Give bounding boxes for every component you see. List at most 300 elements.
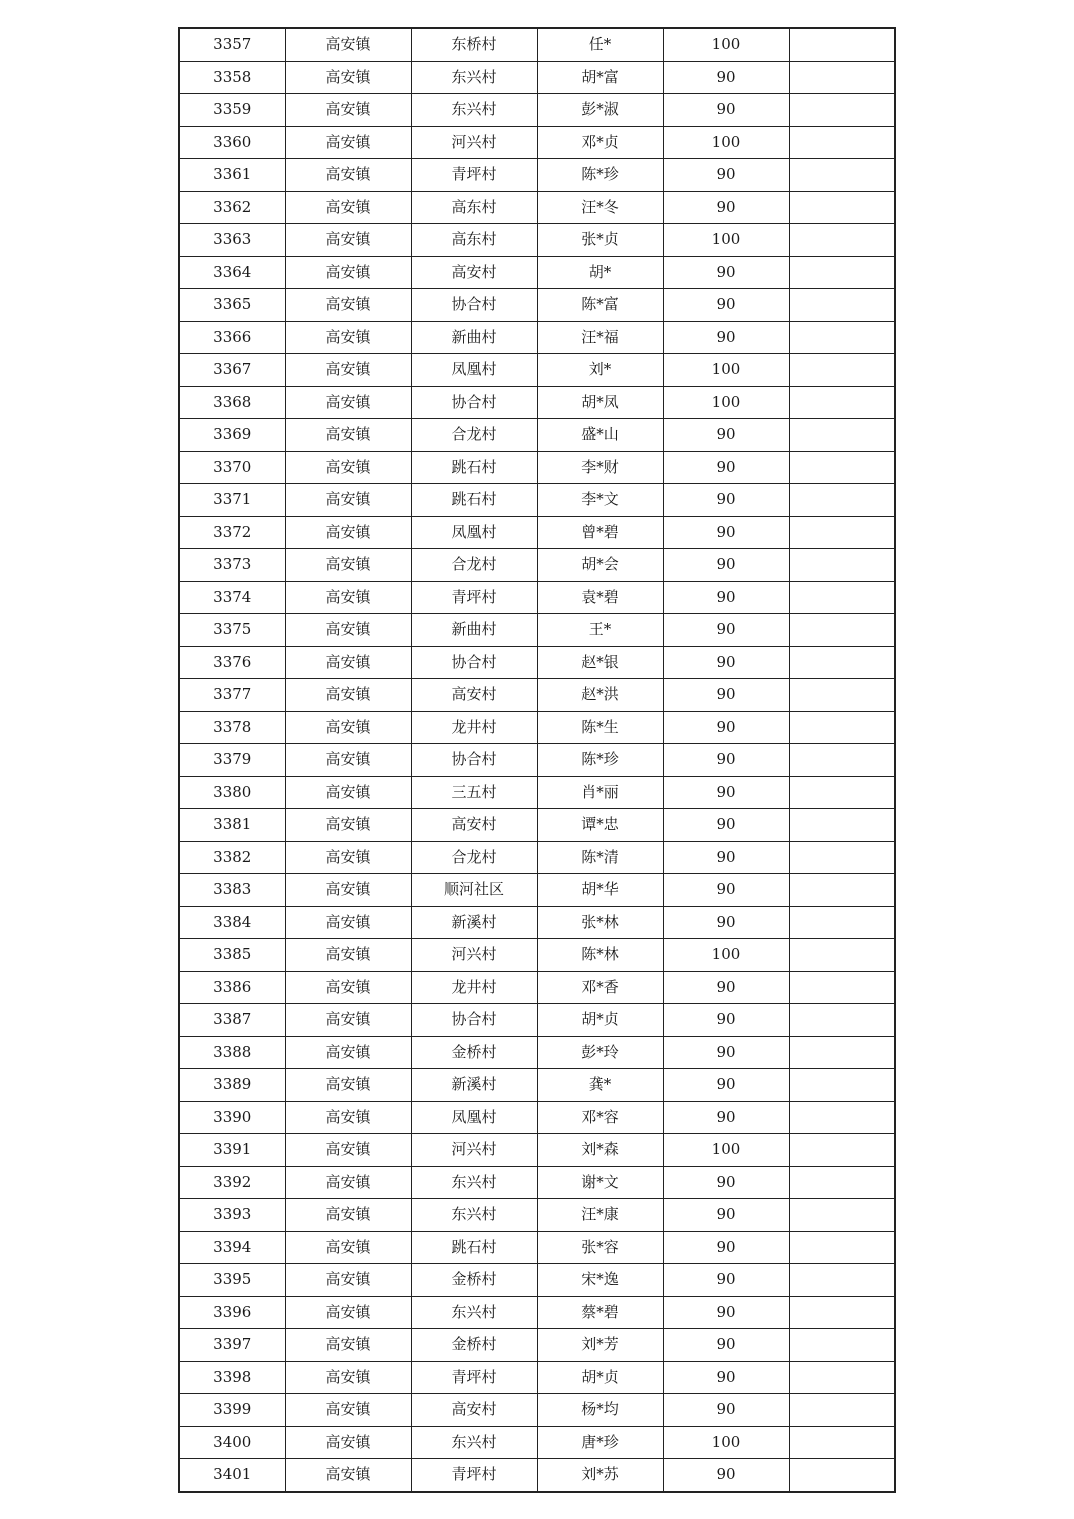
cell-note — [789, 256, 895, 289]
table-row — [179, 1264, 895, 1297]
cell-name: 谭*忠 — [537, 809, 663, 842]
cell-amount: 90 — [663, 256, 789, 289]
cell-amount: 90 — [663, 1329, 789, 1362]
cell-note — [789, 1459, 895, 1492]
roster-table — [178, 27, 896, 1493]
cell-note — [789, 224, 895, 257]
cell-town: 高安镇 — [285, 419, 411, 452]
cell-village: 青坪村 — [411, 1459, 537, 1492]
cell-name: 任* — [537, 28, 663, 61]
table-row — [179, 321, 895, 354]
cell-note — [789, 581, 895, 614]
cell-amount: 90 — [663, 1264, 789, 1297]
cell-name: 胡*会 — [537, 549, 663, 582]
cell-name: 彭*淑 — [537, 94, 663, 127]
cell-amount: 90 — [663, 549, 789, 582]
cell-amount: 90 — [663, 516, 789, 549]
cell-town: 高安镇 — [285, 906, 411, 939]
cell-town: 高安镇 — [285, 484, 411, 517]
cell-village: 青坪村 — [411, 1361, 537, 1394]
cell-amount: 90 — [663, 1459, 789, 1492]
table-row — [179, 744, 895, 777]
cell-note — [789, 159, 895, 192]
table-row — [179, 679, 895, 712]
cell-note — [789, 1101, 895, 1134]
cell-amount: 90 — [663, 61, 789, 94]
cell-name: 胡*贞 — [537, 1361, 663, 1394]
table-row — [179, 549, 895, 582]
table-row — [179, 191, 895, 224]
cell-amount: 90 — [663, 874, 789, 907]
cell-serial-number: 3390 — [179, 1101, 285, 1134]
cell-village: 东兴村 — [411, 1166, 537, 1199]
cell-serial-number: 3359 — [179, 94, 285, 127]
cell-name: 胡*华 — [537, 874, 663, 907]
cell-serial-number: 3379 — [179, 744, 285, 777]
cell-town: 高安镇 — [285, 841, 411, 874]
cell-serial-number: 3358 — [179, 61, 285, 94]
cell-amount: 90 — [663, 484, 789, 517]
cell-village: 高东村 — [411, 224, 537, 257]
cell-name: 王* — [537, 614, 663, 647]
cell-amount: 90 — [663, 711, 789, 744]
cell-town: 高安镇 — [285, 1394, 411, 1427]
cell-serial-number: 3363 — [179, 224, 285, 257]
cell-name: 刘*芳 — [537, 1329, 663, 1362]
cell-note — [789, 1004, 895, 1037]
cell-village: 新溪村 — [411, 1069, 537, 1102]
cell-town: 高安镇 — [285, 1361, 411, 1394]
cell-serial-number: 3400 — [179, 1426, 285, 1459]
table-row — [179, 1199, 895, 1232]
cell-note — [789, 321, 895, 354]
table-row — [179, 874, 895, 907]
cell-amount: 90 — [663, 1199, 789, 1232]
cell-serial-number: 3372 — [179, 516, 285, 549]
cell-town: 高安镇 — [285, 581, 411, 614]
table-row — [179, 614, 895, 647]
cell-village: 高安村 — [411, 256, 537, 289]
cell-note — [789, 939, 895, 972]
cell-amount: 90 — [663, 191, 789, 224]
cell-town: 高安镇 — [285, 1004, 411, 1037]
cell-amount: 100 — [663, 354, 789, 387]
cell-village: 合龙村 — [411, 549, 537, 582]
cell-village: 河兴村 — [411, 126, 537, 159]
cell-town: 高安镇 — [285, 874, 411, 907]
cell-amount: 100 — [663, 126, 789, 159]
cell-serial-number: 3373 — [179, 549, 285, 582]
cell-name: 宋*逸 — [537, 1264, 663, 1297]
cell-serial-number: 3366 — [179, 321, 285, 354]
cell-town: 高安镇 — [285, 776, 411, 809]
cell-village: 合龙村 — [411, 419, 537, 452]
cell-note — [789, 1134, 895, 1167]
table-row — [179, 224, 895, 257]
cell-note — [789, 1264, 895, 1297]
cell-town: 高安镇 — [285, 354, 411, 387]
cell-note — [789, 386, 895, 419]
table-row — [179, 841, 895, 874]
cell-amount: 90 — [663, 1231, 789, 1264]
cell-village: 金桥村 — [411, 1264, 537, 1297]
cell-village: 龙井村 — [411, 971, 537, 1004]
cell-village: 凤凰村 — [411, 516, 537, 549]
cell-note — [789, 1426, 895, 1459]
cell-note — [789, 354, 895, 387]
cell-note — [789, 776, 895, 809]
cell-town: 高安镇 — [285, 1329, 411, 1362]
cell-amount: 90 — [663, 1166, 789, 1199]
cell-serial-number: 3378 — [179, 711, 285, 744]
cell-town: 高安镇 — [285, 744, 411, 777]
cell-note — [789, 516, 895, 549]
cell-name: 邓*容 — [537, 1101, 663, 1134]
cell-village: 协合村 — [411, 744, 537, 777]
cell-serial-number: 3383 — [179, 874, 285, 907]
cell-note — [789, 1361, 895, 1394]
cell-serial-number: 3360 — [179, 126, 285, 159]
cell-serial-number: 3385 — [179, 939, 285, 972]
cell-amount: 90 — [663, 159, 789, 192]
table-row — [179, 1459, 895, 1492]
cell-town: 高安镇 — [285, 126, 411, 159]
cell-town: 高安镇 — [285, 939, 411, 972]
cell-serial-number: 3391 — [179, 1134, 285, 1167]
cell-amount: 90 — [663, 94, 789, 127]
cell-serial-number: 3398 — [179, 1361, 285, 1394]
table-row — [179, 809, 895, 842]
cell-amount: 90 — [663, 614, 789, 647]
cell-name: 邓*香 — [537, 971, 663, 1004]
cell-village: 顺河社区 — [411, 874, 537, 907]
cell-village: 青坪村 — [411, 159, 537, 192]
cell-town: 高安镇 — [285, 451, 411, 484]
cell-village: 东兴村 — [411, 1199, 537, 1232]
cell-town: 高安镇 — [285, 711, 411, 744]
cell-town: 高安镇 — [285, 1459, 411, 1492]
cell-amount: 100 — [663, 1134, 789, 1167]
cell-serial-number: 3377 — [179, 679, 285, 712]
cell-name: 肖*丽 — [537, 776, 663, 809]
cell-town: 高安镇 — [285, 516, 411, 549]
table-row — [179, 1134, 895, 1167]
cell-serial-number: 3386 — [179, 971, 285, 1004]
table-row — [179, 939, 895, 972]
cell-note — [789, 906, 895, 939]
cell-serial-number: 3401 — [179, 1459, 285, 1492]
cell-name: 胡* — [537, 256, 663, 289]
cell-amount: 90 — [663, 1004, 789, 1037]
table-row — [179, 1166, 895, 1199]
table-row — [179, 126, 895, 159]
cell-town: 高安镇 — [285, 646, 411, 679]
cell-name: 邓*贞 — [537, 126, 663, 159]
table-row — [179, 386, 895, 419]
cell-note — [789, 1394, 895, 1427]
cell-serial-number: 3399 — [179, 1394, 285, 1427]
cell-amount: 100 — [663, 1426, 789, 1459]
cell-serial-number: 3393 — [179, 1199, 285, 1232]
cell-amount: 90 — [663, 679, 789, 712]
cell-serial-number: 3397 — [179, 1329, 285, 1362]
cell-name: 陈*珍 — [537, 159, 663, 192]
cell-note — [789, 1036, 895, 1069]
cell-name: 陈*清 — [537, 841, 663, 874]
table-row — [179, 1394, 895, 1427]
cell-note — [789, 646, 895, 679]
cell-town: 高安镇 — [285, 971, 411, 1004]
table-row — [179, 776, 895, 809]
cell-note — [789, 289, 895, 322]
cell-name: 汪*冬 — [537, 191, 663, 224]
cell-name: 杨*均 — [537, 1394, 663, 1427]
cell-serial-number: 3362 — [179, 191, 285, 224]
cell-town: 高安镇 — [285, 289, 411, 322]
cell-village: 协合村 — [411, 289, 537, 322]
table-row — [179, 516, 895, 549]
cell-serial-number: 3382 — [179, 841, 285, 874]
table-row — [179, 484, 895, 517]
cell-town: 高安镇 — [285, 256, 411, 289]
cell-name: 汪*福 — [537, 321, 663, 354]
cell-amount: 90 — [663, 581, 789, 614]
cell-name: 张*容 — [537, 1231, 663, 1264]
cell-note — [789, 451, 895, 484]
cell-town: 高安镇 — [285, 1296, 411, 1329]
cell-amount: 100 — [663, 28, 789, 61]
cell-note — [789, 1296, 895, 1329]
cell-serial-number: 3392 — [179, 1166, 285, 1199]
cell-town: 高安镇 — [285, 614, 411, 647]
cell-name: 刘*森 — [537, 1134, 663, 1167]
cell-serial-number: 3369 — [179, 419, 285, 452]
cell-town: 高安镇 — [285, 28, 411, 61]
table-row — [179, 1361, 895, 1394]
cell-village: 协合村 — [411, 386, 537, 419]
cell-town: 高安镇 — [285, 1069, 411, 1102]
cell-amount: 90 — [663, 1069, 789, 1102]
table-row — [179, 711, 895, 744]
cell-town: 高安镇 — [285, 1166, 411, 1199]
cell-amount: 90 — [663, 744, 789, 777]
cell-village: 新溪村 — [411, 906, 537, 939]
cell-village: 高安村 — [411, 679, 537, 712]
cell-village: 高安村 — [411, 1394, 537, 1427]
cell-serial-number: 3389 — [179, 1069, 285, 1102]
cell-amount: 90 — [663, 906, 789, 939]
cell-name: 蔡*碧 — [537, 1296, 663, 1329]
cell-name: 张*贞 — [537, 224, 663, 257]
cell-name: 胡*凤 — [537, 386, 663, 419]
cell-name: 汪*康 — [537, 1199, 663, 1232]
cell-serial-number: 3364 — [179, 256, 285, 289]
cell-village: 青坪村 — [411, 581, 537, 614]
cell-village: 东兴村 — [411, 1296, 537, 1329]
cell-village: 协合村 — [411, 646, 537, 679]
cell-village: 三五村 — [411, 776, 537, 809]
cell-town: 高安镇 — [285, 549, 411, 582]
cell-name: 李*文 — [537, 484, 663, 517]
cell-note — [789, 191, 895, 224]
cell-amount: 90 — [663, 971, 789, 1004]
cell-amount: 90 — [663, 419, 789, 452]
cell-name: 胡*贞 — [537, 1004, 663, 1037]
cell-town: 高安镇 — [285, 1036, 411, 1069]
table-row — [179, 354, 895, 387]
cell-serial-number: 3370 — [179, 451, 285, 484]
cell-village: 协合村 — [411, 1004, 537, 1037]
table-row — [179, 1296, 895, 1329]
cell-town: 高安镇 — [285, 224, 411, 257]
cell-serial-number: 3380 — [179, 776, 285, 809]
cell-note — [789, 711, 895, 744]
cell-note — [789, 614, 895, 647]
cell-note — [789, 419, 895, 452]
cell-village: 新曲村 — [411, 321, 537, 354]
cell-note — [789, 679, 895, 712]
table-row — [179, 1426, 895, 1459]
cell-serial-number: 3361 — [179, 159, 285, 192]
cell-note — [789, 971, 895, 1004]
cell-name: 张*林 — [537, 906, 663, 939]
cell-village: 金桥村 — [411, 1036, 537, 1069]
cell-village: 东兴村 — [411, 1426, 537, 1459]
table-row — [179, 646, 895, 679]
cell-serial-number: 3365 — [179, 289, 285, 322]
cell-town: 高安镇 — [285, 61, 411, 94]
cell-town: 高安镇 — [285, 191, 411, 224]
cell-town: 高安镇 — [285, 94, 411, 127]
cell-village: 金桥村 — [411, 1329, 537, 1362]
cell-serial-number: 3381 — [179, 809, 285, 842]
cell-village: 新曲村 — [411, 614, 537, 647]
roster-table-body — [179, 28, 895, 1492]
table-row — [179, 1069, 895, 1102]
cell-serial-number: 3374 — [179, 581, 285, 614]
cell-name: 刘* — [537, 354, 663, 387]
cell-amount: 90 — [663, 809, 789, 842]
table-row — [179, 256, 895, 289]
cell-village: 河兴村 — [411, 1134, 537, 1167]
cell-note — [789, 1069, 895, 1102]
cell-town: 高安镇 — [285, 159, 411, 192]
cell-name: 彭*玲 — [537, 1036, 663, 1069]
cell-village: 合龙村 — [411, 841, 537, 874]
cell-note — [789, 484, 895, 517]
table-row — [179, 451, 895, 484]
cell-name: 陈*林 — [537, 939, 663, 972]
cell-name: 刘*苏 — [537, 1459, 663, 1492]
cell-serial-number: 3384 — [179, 906, 285, 939]
table-row — [179, 419, 895, 452]
cell-note — [789, 28, 895, 61]
cell-town: 高安镇 — [285, 1231, 411, 1264]
cell-note — [789, 1166, 895, 1199]
cell-serial-number: 3357 — [179, 28, 285, 61]
cell-serial-number: 3388 — [179, 1036, 285, 1069]
table-row — [179, 971, 895, 1004]
cell-village: 东桥村 — [411, 28, 537, 61]
table-row — [179, 289, 895, 322]
cell-amount: 90 — [663, 1036, 789, 1069]
cell-name: 曾*碧 — [537, 516, 663, 549]
cell-name: 胡*富 — [537, 61, 663, 94]
cell-village: 东兴村 — [411, 94, 537, 127]
table-row — [179, 1101, 895, 1134]
cell-village: 河兴村 — [411, 939, 537, 972]
cell-note — [789, 809, 895, 842]
cell-town: 高安镇 — [285, 386, 411, 419]
cell-serial-number: 3375 — [179, 614, 285, 647]
cell-town: 高安镇 — [285, 1101, 411, 1134]
cell-village: 东兴村 — [411, 61, 537, 94]
cell-amount: 100 — [663, 386, 789, 419]
cell-note — [789, 1329, 895, 1362]
cell-amount: 90 — [663, 1296, 789, 1329]
cell-town: 高安镇 — [285, 321, 411, 354]
cell-amount: 90 — [663, 776, 789, 809]
cell-note — [789, 549, 895, 582]
cell-note — [789, 1231, 895, 1264]
cell-town: 高安镇 — [285, 679, 411, 712]
cell-village: 跳石村 — [411, 484, 537, 517]
cell-note — [789, 841, 895, 874]
cell-name: 谢*文 — [537, 1166, 663, 1199]
cell-village: 凤凰村 — [411, 1101, 537, 1134]
cell-name: 龚* — [537, 1069, 663, 1102]
cell-serial-number: 3395 — [179, 1264, 285, 1297]
cell-town: 高安镇 — [285, 809, 411, 842]
cell-name: 赵*洪 — [537, 679, 663, 712]
cell-note — [789, 61, 895, 94]
cell-village: 龙井村 — [411, 711, 537, 744]
cell-note — [789, 94, 895, 127]
table-row — [179, 94, 895, 127]
cell-serial-number: 3371 — [179, 484, 285, 517]
cell-serial-number: 3387 — [179, 1004, 285, 1037]
cell-serial-number: 3394 — [179, 1231, 285, 1264]
cell-name: 唐*珍 — [537, 1426, 663, 1459]
cell-serial-number: 3367 — [179, 354, 285, 387]
cell-name: 赵*银 — [537, 646, 663, 679]
cell-name: 袁*碧 — [537, 581, 663, 614]
cell-note — [789, 126, 895, 159]
cell-town: 高安镇 — [285, 1264, 411, 1297]
cell-amount: 90 — [663, 1361, 789, 1394]
cell-name: 陈*生 — [537, 711, 663, 744]
cell-village: 跳石村 — [411, 451, 537, 484]
cell-note — [789, 874, 895, 907]
cell-amount: 90 — [663, 841, 789, 874]
cell-town: 高安镇 — [285, 1426, 411, 1459]
cell-amount: 100 — [663, 939, 789, 972]
cell-amount: 90 — [663, 451, 789, 484]
table-row — [179, 1329, 895, 1362]
table-row — [179, 61, 895, 94]
cell-name: 陈*富 — [537, 289, 663, 322]
cell-amount: 90 — [663, 1101, 789, 1134]
cell-amount: 90 — [663, 646, 789, 679]
cell-village: 跳石村 — [411, 1231, 537, 1264]
cell-amount: 100 — [663, 224, 789, 257]
cell-serial-number: 3396 — [179, 1296, 285, 1329]
cell-name: 陈*珍 — [537, 744, 663, 777]
cell-village: 凤凰村 — [411, 354, 537, 387]
cell-serial-number: 3368 — [179, 386, 285, 419]
cell-town: 高安镇 — [285, 1134, 411, 1167]
cell-name: 盛*山 — [537, 419, 663, 452]
